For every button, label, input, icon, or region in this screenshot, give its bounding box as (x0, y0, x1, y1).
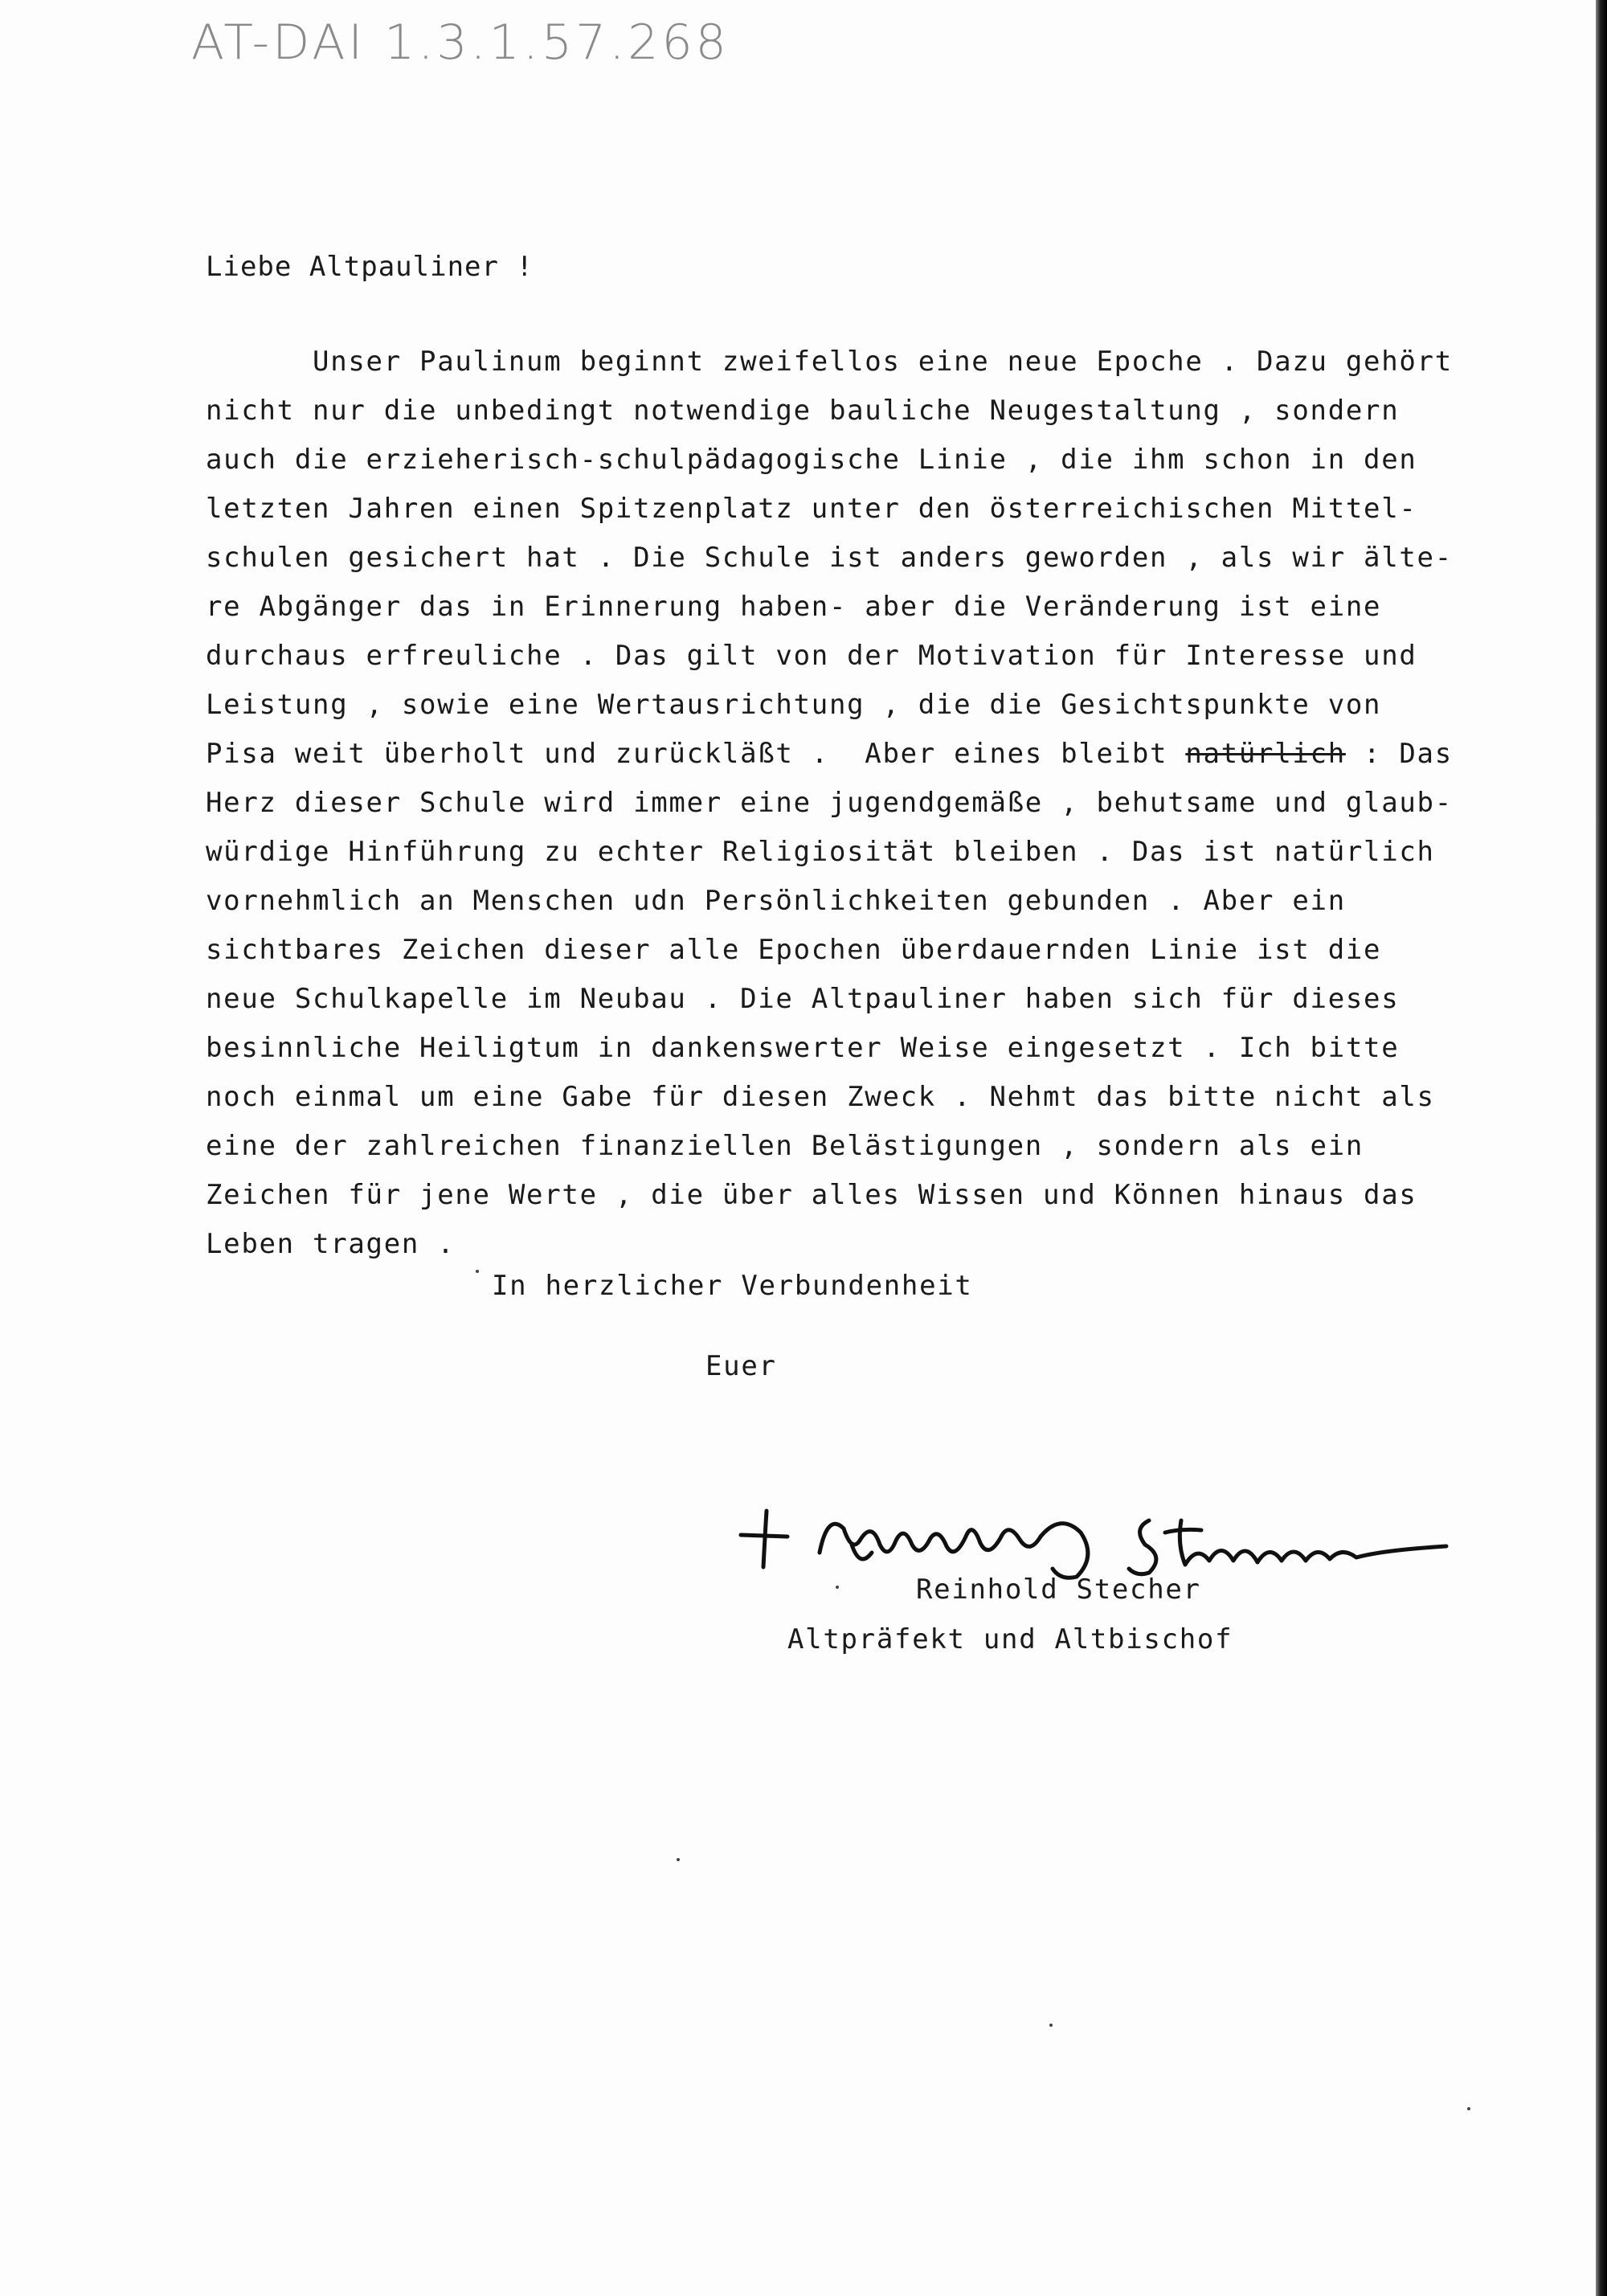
body-line: auch die erzieherisch-schulpädagogische Linie , die ihm schon in den (206, 444, 1417, 476)
body-line: Leistung , sowie eine Wertausrichtung , die die Gesichtspunkte von (206, 689, 1382, 721)
line-part: Pisa weit überholt und zurückläßt . Aber eines bleibt (206, 738, 1186, 770)
body-line-with-strikethrough (206, 730, 1564, 779)
body-line: nicht nur die unbedingt notwendige bauliche Neugestaltung , sondern (206, 395, 1400, 427)
body-line: besinnliche Heiligtum in dankenswerter Weise eingesetzt . Ich bitte (206, 1032, 1400, 1064)
body-line: Leben tragen . (206, 1228, 456, 1260)
body-line: eine der zahlreichen finanziellen Belästigungen , sondern als ein (206, 1130, 1364, 1162)
euer-line: Euer (705, 1350, 777, 1382)
salutation: Liebe Altpauliner ! (206, 251, 534, 283)
letter-body (206, 338, 1564, 1269)
archive-id: AT-DAI 1.3.1.57.268 (191, 14, 730, 71)
handwritten-signature (731, 1496, 1454, 1585)
scan-speck (836, 1586, 839, 1589)
body-line: letzten Jahren einen Spitzenplatz unter den österreichischen Mittel- (206, 493, 1417, 525)
body-line: schulen gesichert hat . Die Schule ist anders geworden , als wir älte- (206, 542, 1453, 574)
scan-edge (1596, 0, 1607, 2296)
body-line: noch einmal um eine Gabe für diesen Zweck . Nehmt das bitte nicht als (206, 1081, 1435, 1113)
body-line: Herz dieser Schule wird immer eine jugendgemäße , behutsame und glaub- (206, 787, 1453, 819)
scan-speck (476, 1270, 479, 1273)
body-line: durchaus erfreuliche . Das gilt von der Motivation für Interesse und (206, 640, 1417, 672)
scan-speck (1049, 2024, 1053, 2027)
struck-word: natürlich (1185, 738, 1346, 770)
body-line: neue Schulkapelle im Neubau . Die Altpauliner haben sich für dieses (206, 983, 1400, 1015)
body-line: würdige Hinführung zu echter Religiosität bleiben . Das ist natürlich (206, 836, 1435, 868)
body-line: Zeichen für jene Werte , die über alles Wissen und Können hinaus das (206, 1179, 1417, 1211)
line-part: : Das (1345, 738, 1453, 770)
body-line: sichtbares Zeichen dieser alle Epochen überdauernden Linie ist die (206, 934, 1382, 966)
body-line: vornehmlich an Menschen udn Persönlichkeiten gebunden . Aber ein (206, 885, 1346, 917)
signatory-name: Reinhold Stecher (916, 1574, 1201, 1606)
body-line: re Abgänger das in Erinnerung haben- aber die Veränderung ist eine (206, 591, 1382, 623)
scan-speck (1467, 2107, 1470, 2110)
signatory-title: Altpräfekt und Altbischof (787, 1623, 1233, 1655)
body-line: Unser Paulinum beginnt zweifellos eine neue Epoche . Dazu gehört (206, 346, 1453, 378)
closing-line: In herzlicher Verbundenheit (492, 1270, 973, 1302)
scan-speck (677, 1858, 680, 1861)
